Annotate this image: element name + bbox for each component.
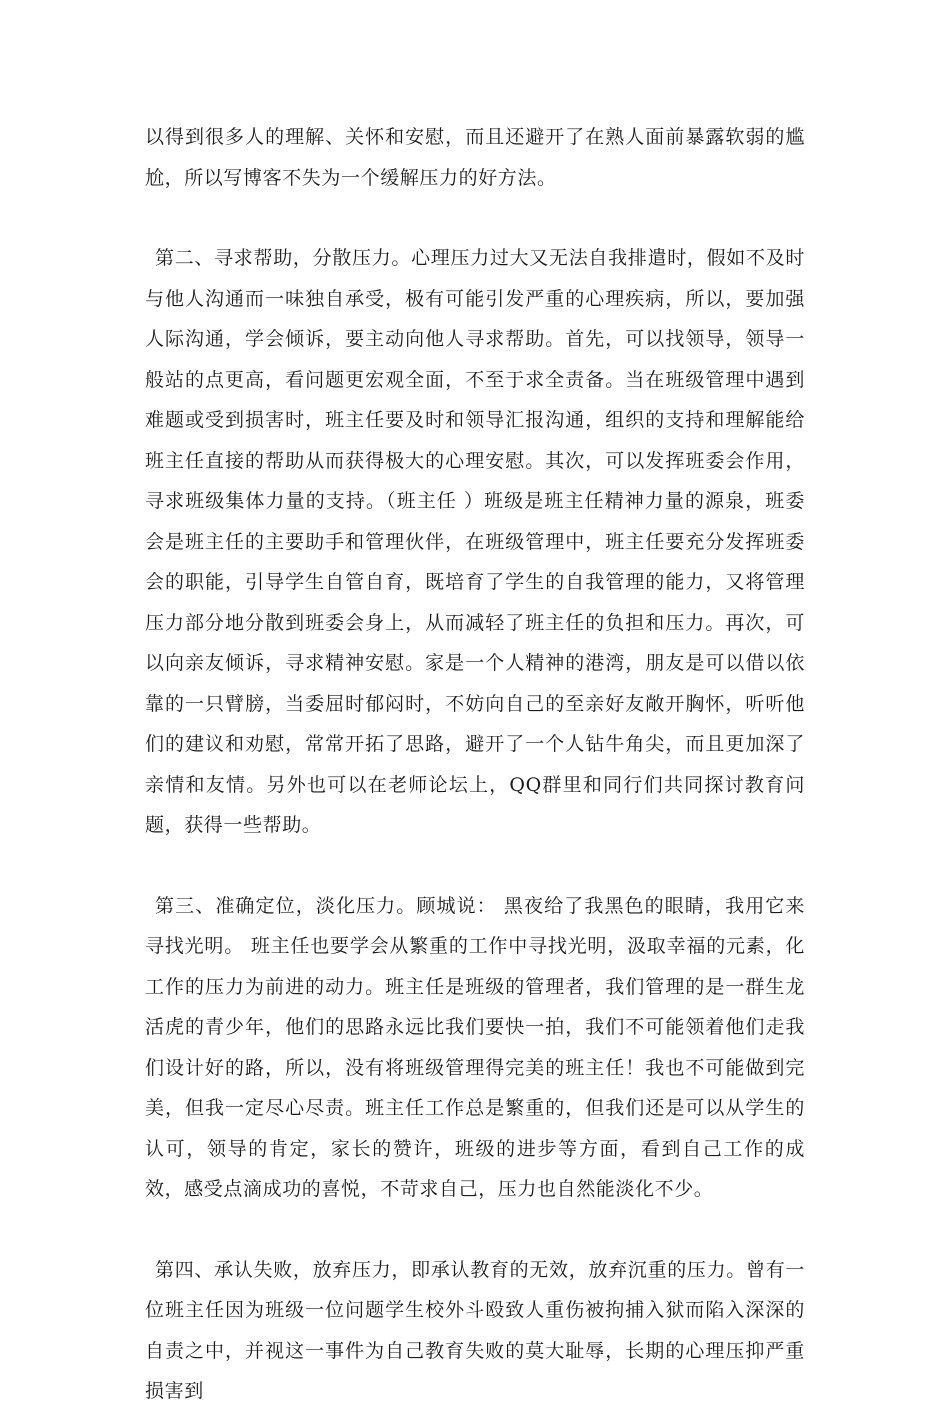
- paragraph-gap: [145, 198, 805, 238]
- document-body: [145, 117, 805, 1412]
- paragraph-positioning: 第三、准确定位，淡化压力。顾城说： 黑夜给了我黑色的眼睛，我用它来寻找光明。 班主任也要学会从繁重的工作中寻找光明，汲取幸福的元素，化工作的压力为前进的动力。班主任是班级的管理者，我们管理的是一群生龙活虎的青少年，他们的思路永远比我们要快一拍，我们不可能领着他们走我们设计好的路，所以，没有将班级管理得完美的班主任！我也不可能做到完美，但我一定尽心尽责。班主任工作总是繁重的，但我们还是可以从学生的认可，领导的肯定，家长的赞许，班级的进步等方面，看到自己工作的成效，感受点滴成功的喜悦，不苛求自己，压力也自然能淡化不少。: [145, 894, 805, 1200]
- paragraph-gap: [145, 1210, 805, 1250]
- paragraph-accept-failure: 第四、承认失败，放弃压力，即承认教育的无效，放弃沉重的压力。曾有一位班主任因为班级一位问题学生校外斗殴致人重伤被拘捕入狱而陷入深深的自责之中，并视这一事件为自己教育失败的莫大耻辱，长期的心理压抑严重损害到: [145, 1258, 805, 1402]
- paragraph-continuation: 以得到很多人的理解、关怀和安慰，而且还避开了在熟人面前暴露软弱的尴尬，所以写博客不失为一个缓解压力的好方法。: [145, 126, 805, 189]
- paragraph-gap: [145, 846, 805, 886]
- paragraph-seek-help: 第二、寻求帮助，分散压力。心理压力过大又无法自我排遣时，假如不及时与他人沟通而一味独自承受，极有可能引发严重的心理疾病，所以，要加强人际沟通，学会倾诉，要主动向他人寻求帮助。首先，可以找领导，领导一般站的点更高，看问题更宏观全面，不至于求全责备。当在班级管理中遇到难题或受到损害时，班主任要及时和领导汇报沟通，组织的支持和理解能给班主任直接的帮助从而获得极大的心理安慰。其次，可以发挥班委会作用，寻求班级集体力量的支持。（班主任 ）班级是班主任精神力量的源泉，班委会是班主任的主要助手和管理伙伴，在班级管理中，班主任要充分发挥班委会的职能，引导学生自管自育，既培育了学生的自我管理的能力，又将管理压力部分地分散到班委会身上，从而减轻了班主任的负担和压力。再次，可以向亲友倾诉，寻求精神安慰。家是一个人精神的港湾，朋友是可以借以依靠的一只臂膀，当委屈时郁闷时，不妨向自己的至亲好友敞开胸怀，听听他们的建议和劝慰，常常开拓了思路，避开了一个人钻牛角尖，而且更加深了亲情和友情。另外也可以在老师论坛上，QQ群里和同行们共同探讨教育问题，获得一些帮助。: [145, 247, 805, 836]
